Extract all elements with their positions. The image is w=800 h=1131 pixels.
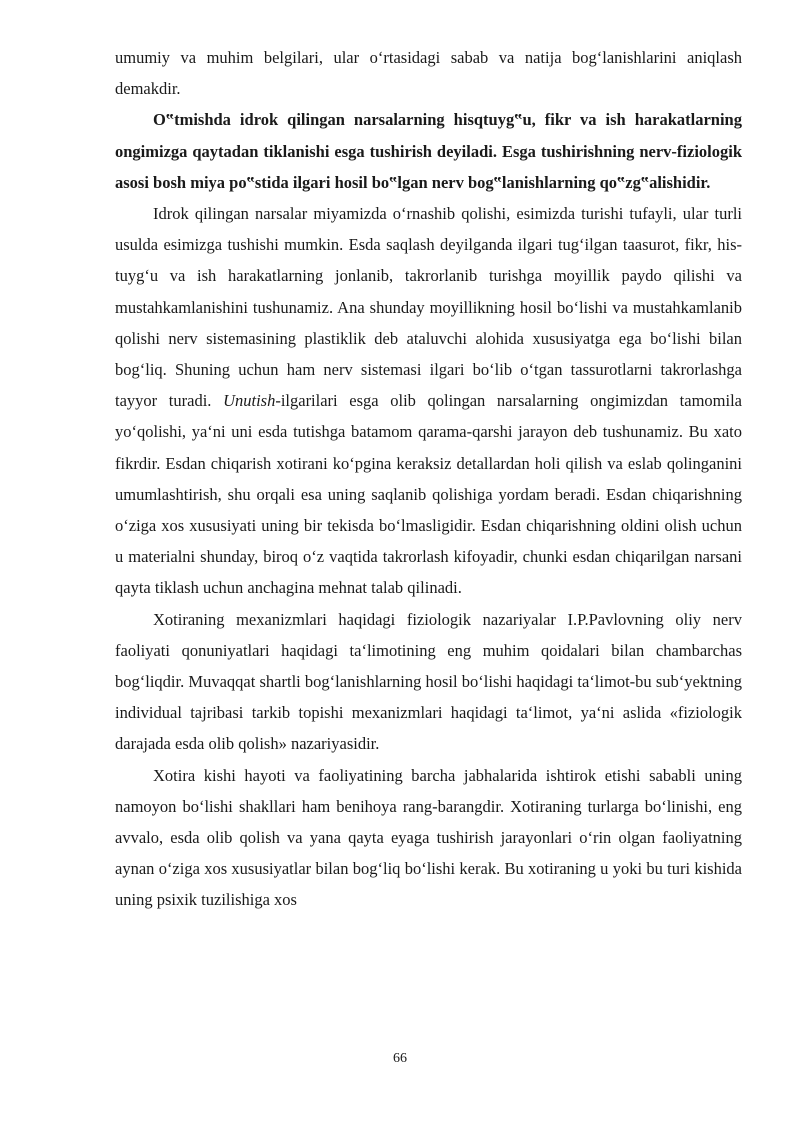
unutish-term: Unutish: [223, 391, 276, 411]
paragraph-forgetting-text-b: -ilgarilari esga olib qolingan narsalarning ongimizdan tamomila yo‘qolishi, ya‘ni uni esda tutishga batamom qarama-qarshi jarayon deb tushunamiz. Bu xato fikrdir. Esdan chiqarish xotirani ko‘pgina keraksiz detallardan holi qilish va eslab qolinganini umumlashtirish, shu orqali esa uning saqlanib qolishiga yordam beradi. Esdan chiqarishning o‘ziga xos xususiyati uning bir tekisda bo‘lmasligidir. Esdan chiqarishning oldini olish uchun u materialni shunday, biroq o‘z vaqtida takrorlash kifoyadir, chunki esdan chiqarilgan narsani qayta tiklash uchun anchagina mehnat talab qilinadi.: [115, 391, 742, 598]
paragraph-forgetting: [115, 198, 742, 604]
paragraph-continuation: umumiy va muhim belgilari, ular o‘rtasidagi sabab va natija bog‘lanishlarini aniqlash demakdir.: [115, 48, 742, 99]
paragraph-mechanisms: Xotiraning mexanizmlari haqidagi fiziologik nazariyalar I.P.Pavlovning oliy nerv faoliyati qonuniyatlari haqidagi ta‘limotining eng muhim qoidalari bilan chambarchas bog‘liqdir. Muvaqqat shartli bog‘lanishlarning hosil bo‘lishi haqidagi ta‘limot-bu sub‘yektning individual tajribasi tarkib topishi mexanizmlari haqidagi ta‘limot, ya‘ni aslida «fiziologik darajada esda olib qolish» nazariyasidir.: [115, 609, 742, 754]
page-number: 66: [393, 1051, 407, 1066]
page-body: [115, 42, 742, 916]
paragraph-bold-definition: O‟tmishda idrok qilingan narsalarning hisqtuyg‟u, fikr va ish harakatlarning ongimizga qaytadan tiklanishi esga tushirish deyiladi. Esga tushirishning nerv-fiziologik asosi bosh miya po‟stida ilgari hosil bo‟lgan nerv bog‟lanishlarning qo‟zg‟alishidir.: [115, 110, 742, 192]
paragraph-memory-types: Xotira kishi hayoti va faoliyatining barcha jabhalarida ishtirok etishi sababli uning namoyon bo‘lishi shakllari ham benihoya rang-barangdir. Xotiraning turlarga bo‘linishi, eng avvalo, esda olib qolish va yana qayta eyaga tushirish jarayonlari o‘rin olgan faoliyatning aynan o‘ziga xos xususiyatlar bilan bog‘liq bo‘lishi kerak. Bu xotiraning u yoki bu turi kishida uning psixik tuzilishiga xos: [115, 765, 742, 910]
paragraph-forgetting-text-a: Idrok qilingan narsalar miyamizda o‘rnashib qolishi, esimizda turishi tufayli, ular turli usulda esimizga tushishi mumkin. Esda saqlash deyilganda ilgari tug‘ilgan taasurot, fikr, his-tuyg‘u va ish harakatlarning jonlanib, takrorlanib turishga moyillik paydo qilishi va mustahkamlanishini tushunamiz. Ana shunday moyillikning hosil bo‘lishi va mustahkamlanib qolishi nerv sistemasining plastiklik deb ataluvchi alohida xususiyatga ega bo‘lishi bilan bog‘liq. Shuning uchun ham nerv sistemasi ilgari bo‘lib o‘tgan tassurotlarni takrorlashga tayyor turadi.: [115, 204, 742, 411]
